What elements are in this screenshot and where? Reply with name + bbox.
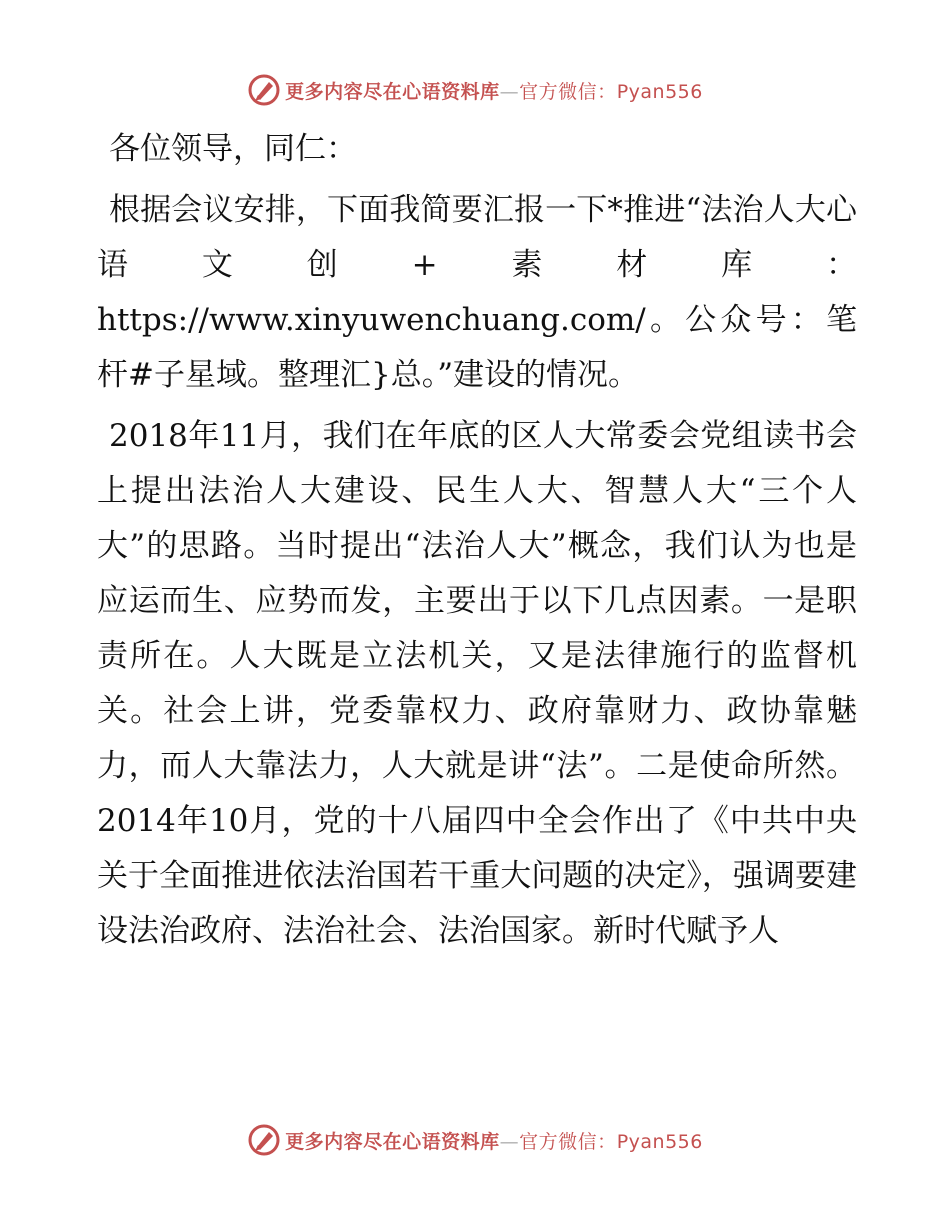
wechat-label: 官方微信： [519, 80, 617, 103]
paragraph-2: 2018年11月，我们在年底的区人大常委会党组读书会上提出法治人大建设、民生人大、智慧人大“三个人大”的思路。当时提出“法治人大”概念，我们认为也是应运而生、应势而发，主要出于以下几点因素。一是职责所在。人大既是立法机关，又是法律施行的监督机关。社会上讲，党委靠权力、政府靠财力、政协靠魅力，而人大靠法力，人大就是讲“法”。二是使命所然。2014年10月，党的十八届四中全会作出了《中共中央关于全面推进依法治国若干重大问题的决定》，强调要建设法治政府、法治社会、法治国家。新时代赋予人 [97, 418, 857, 949]
banner-separator: — [499, 80, 520, 103]
greeting: 各位领导，同仁： [109, 131, 357, 167]
wechat-id: Pyan556 [616, 1130, 703, 1153]
wechat-id: Pyan556 [616, 80, 703, 103]
banner-text [285, 77, 703, 104]
brand-text: 更多内容尽在心语资料库 [285, 80, 500, 103]
brand-text: 更多内容尽在心语资料库 [285, 1130, 500, 1153]
pen-logo-icon [247, 1123, 281, 1157]
header-banner [0, 70, 950, 110]
document-body [97, 122, 857, 965]
wechat-label: 官方微信： [519, 1130, 617, 1153]
pen-logo-icon [247, 73, 281, 107]
banner-text [285, 1127, 703, 1154]
footer-banner [0, 1120, 950, 1160]
paragraph-1: 根据会议安排，下面我简要汇报一下*推进“法治人大心语文创+素材库：https://www.xinyuwenchuang.com/。公众号：笔杆#子星域。整理汇}总。”建设的情况。 [97, 192, 857, 393]
banner-separator: — [499, 1130, 520, 1153]
